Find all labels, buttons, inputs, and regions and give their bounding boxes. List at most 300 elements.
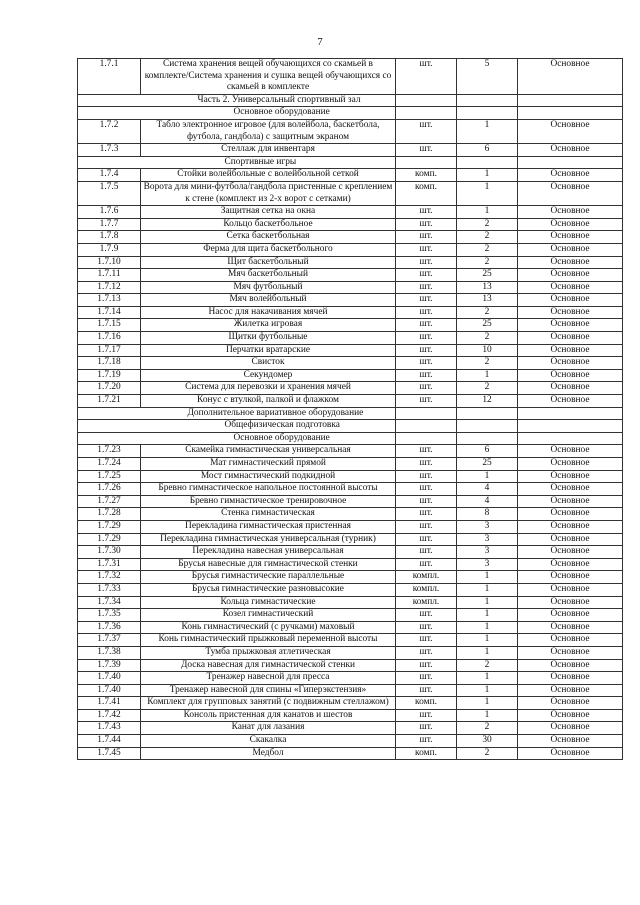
item-quantity-cell: 2 xyxy=(457,722,518,735)
empty-cell xyxy=(518,156,623,169)
item-unit-cell: шт. xyxy=(396,332,457,345)
table-row xyxy=(78,59,623,95)
item-type-cell: Основное xyxy=(518,369,623,382)
item-type-cell: Основное xyxy=(518,269,623,282)
item-quantity-cell: 1 xyxy=(457,181,518,205)
item-number-cell: 1.7.29 xyxy=(78,533,141,546)
item-number-cell: 1.7.26 xyxy=(78,483,141,496)
item-type-cell: Основное xyxy=(518,621,623,634)
item-name-cell: Мяч футбольный xyxy=(141,281,396,294)
item-unit-cell: шт. xyxy=(396,458,457,471)
item-number-cell: 1.7.44 xyxy=(78,735,141,748)
empty-cell xyxy=(518,407,623,420)
section-header-row xyxy=(78,156,623,169)
item-number-cell: 1.7.23 xyxy=(78,445,141,458)
item-type-cell: Основное xyxy=(518,483,623,496)
item-name-cell: Конус с втулкой, палкой и флажком xyxy=(141,395,396,408)
item-quantity-cell: 4 xyxy=(457,495,518,508)
item-name-cell: Сетка баскетбольная xyxy=(141,231,396,244)
table-row xyxy=(78,357,623,370)
item-type-cell: Основное xyxy=(518,709,623,722)
item-name-cell: Скакалка xyxy=(141,735,396,748)
item-quantity-cell: 12 xyxy=(457,395,518,408)
item-unit-cell: комп. xyxy=(396,697,457,710)
empty-cell xyxy=(518,432,623,445)
item-name-cell: Мат гимнастический прямой xyxy=(141,458,396,471)
item-unit-cell: комп. xyxy=(396,169,457,182)
item-number-cell: 1.7.5 xyxy=(78,181,141,205)
item-unit-cell: шт. xyxy=(396,533,457,546)
item-type-cell: Основное xyxy=(518,596,623,609)
item-name-cell: Стойки волейбольные с волейбольной сеткой xyxy=(141,169,396,182)
item-quantity-cell: 6 xyxy=(457,445,518,458)
item-unit-cell: шт. xyxy=(396,119,457,143)
table-row xyxy=(78,395,623,408)
item-name-cell: Брусья гимнастические параллельные xyxy=(141,571,396,584)
item-quantity-cell: 2 xyxy=(457,332,518,345)
item-quantity-cell: 3 xyxy=(457,533,518,546)
item-unit-cell: шт. xyxy=(396,294,457,307)
item-type-cell: Основное xyxy=(518,520,623,533)
item-quantity-cell: 1 xyxy=(457,672,518,685)
item-unit-cell: шт. xyxy=(396,520,457,533)
empty-cell xyxy=(396,107,457,120)
table-row xyxy=(78,558,623,571)
item-quantity-cell: 8 xyxy=(457,508,518,521)
item-name-cell: Щит баскетбольный xyxy=(141,256,396,269)
empty-cell xyxy=(518,94,623,107)
table-row xyxy=(78,571,623,584)
item-quantity-cell: 2 xyxy=(457,659,518,672)
table-row xyxy=(78,520,623,533)
item-unit-cell: компл. xyxy=(396,571,457,584)
item-unit-cell: шт. xyxy=(396,395,457,408)
item-quantity-cell: 25 xyxy=(457,458,518,471)
item-quantity-cell: 2 xyxy=(457,357,518,370)
item-name-cell: Мяч баскетбольный xyxy=(141,269,396,282)
item-number-cell: 1.7.4 xyxy=(78,169,141,182)
item-quantity-cell: 2 xyxy=(457,382,518,395)
item-number-cell: 1.7.14 xyxy=(78,306,141,319)
item-unit-cell: шт. xyxy=(396,231,457,244)
item-type-cell: Основное xyxy=(518,684,623,697)
table-row xyxy=(78,369,623,382)
item-name-cell: Секундомер xyxy=(141,369,396,382)
item-number-cell: 1.7.29 xyxy=(78,520,141,533)
item-unit-cell: шт. xyxy=(396,621,457,634)
item-unit-cell: шт. xyxy=(396,495,457,508)
table-row xyxy=(78,672,623,685)
item-type-cell: Основное xyxy=(518,256,623,269)
item-type-cell: Основное xyxy=(518,722,623,735)
table-row xyxy=(78,495,623,508)
item-type-cell: Основное xyxy=(518,697,623,710)
item-number-cell: 1.7.28 xyxy=(78,508,141,521)
table-row xyxy=(78,206,623,219)
item-type-cell: Основное xyxy=(518,59,623,95)
item-name-cell: Бревно гимнастическое напольное постоянной высоты xyxy=(141,483,396,496)
item-number-cell: 1.7.7 xyxy=(78,218,141,231)
item-quantity-cell: 2 xyxy=(457,256,518,269)
section-header-row xyxy=(78,94,623,107)
item-number-cell: 1.7.17 xyxy=(78,344,141,357)
item-quantity-cell: 1 xyxy=(457,697,518,710)
item-unit-cell: шт. xyxy=(396,281,457,294)
item-unit-cell: шт. xyxy=(396,672,457,685)
item-quantity-cell: 1 xyxy=(457,621,518,634)
table-row xyxy=(78,634,623,647)
item-unit-cell: компл. xyxy=(396,583,457,596)
section-header-row xyxy=(78,420,623,433)
table-row xyxy=(78,344,623,357)
table-row xyxy=(78,609,623,622)
empty-cell xyxy=(457,94,518,107)
item-unit-cell: шт. xyxy=(396,206,457,219)
item-type-cell: Основное xyxy=(518,747,623,760)
item-name-cell: Конь гимнастический прыжковый переменной высоты xyxy=(141,634,396,647)
table-row xyxy=(78,218,623,231)
table-row xyxy=(78,319,623,332)
item-number-cell: 1.7.45 xyxy=(78,747,141,760)
item-quantity-cell: 13 xyxy=(457,294,518,307)
table-row xyxy=(78,458,623,471)
empty-cell xyxy=(78,156,141,169)
item-unit-cell: шт. xyxy=(396,684,457,697)
item-type-cell: Основное xyxy=(518,231,623,244)
empty-cell xyxy=(78,94,141,107)
table-row xyxy=(78,483,623,496)
table-row xyxy=(78,144,623,157)
item-type-cell: Основное xyxy=(518,306,623,319)
item-unit-cell: шт. xyxy=(396,546,457,559)
item-type-cell: Основное xyxy=(518,395,623,408)
item-type-cell: Основное xyxy=(518,144,623,157)
item-type-cell: Основное xyxy=(518,344,623,357)
item-quantity-cell: 1 xyxy=(457,634,518,647)
empty-cell xyxy=(78,407,141,420)
item-name-cell: Тренажер навесной для пресса xyxy=(141,672,396,685)
item-quantity-cell: 1 xyxy=(457,709,518,722)
item-type-cell: Основное xyxy=(518,458,623,471)
item-quantity-cell: 30 xyxy=(457,735,518,748)
item-unit-cell: шт. xyxy=(396,218,457,231)
item-name-cell: Канат для лазания xyxy=(141,722,396,735)
table-row xyxy=(78,382,623,395)
empty-cell xyxy=(396,432,457,445)
item-type-cell: Основное xyxy=(518,646,623,659)
item-quantity-cell: 1 xyxy=(457,684,518,697)
item-name-cell: Табло электронное игровое (для волейбола, баскетбола, футбола, гандбола) с защитным экраном xyxy=(141,119,396,143)
table-row xyxy=(78,747,623,760)
item-type-cell: Основное xyxy=(518,281,623,294)
item-unit-cell: шт. xyxy=(396,306,457,319)
item-quantity-cell: 2 xyxy=(457,747,518,760)
empty-cell xyxy=(78,432,141,445)
empty-cell xyxy=(518,420,623,433)
item-unit-cell: шт. xyxy=(396,659,457,672)
item-quantity-cell: 3 xyxy=(457,546,518,559)
item-type-cell: Основное xyxy=(518,218,623,231)
item-unit-cell: шт. xyxy=(396,269,457,282)
item-type-cell: Основное xyxy=(518,294,623,307)
item-name-cell: Ферма для щита баскетбольного xyxy=(141,243,396,256)
table-row xyxy=(78,621,623,634)
item-name-cell: Бревно гимнастическое тренировочное xyxy=(141,495,396,508)
table-row xyxy=(78,533,623,546)
item-quantity-cell: 2 xyxy=(457,306,518,319)
table-row xyxy=(78,231,623,244)
item-name-cell: Перекладина гимнастическая пристенная xyxy=(141,520,396,533)
item-number-cell: 1.7.36 xyxy=(78,621,141,634)
item-number-cell: 1.7.31 xyxy=(78,558,141,571)
item-name-cell: Консоль пристенная для канатов и шестов xyxy=(141,709,396,722)
item-number-cell: 1.7.18 xyxy=(78,357,141,370)
item-number-cell: 1.7.3 xyxy=(78,144,141,157)
table-row xyxy=(78,332,623,345)
equipment-table-body xyxy=(78,59,623,760)
table-row xyxy=(78,269,623,282)
item-number-cell: 1.7.11 xyxy=(78,269,141,282)
item-quantity-cell: 2 xyxy=(457,218,518,231)
section-header-row xyxy=(78,432,623,445)
item-number-cell: 1.7.10 xyxy=(78,256,141,269)
item-unit-cell: шт. xyxy=(396,59,457,95)
item-unit-cell: шт. xyxy=(396,646,457,659)
item-name-cell: Жилетка игровая xyxy=(141,319,396,332)
item-type-cell: Основное xyxy=(518,558,623,571)
table-row xyxy=(78,646,623,659)
item-unit-cell: шт. xyxy=(396,256,457,269)
item-quantity-cell: 3 xyxy=(457,558,518,571)
item-quantity-cell: 1 xyxy=(457,369,518,382)
empty-cell xyxy=(78,420,141,433)
empty-cell xyxy=(518,107,623,120)
table-row xyxy=(78,583,623,596)
item-unit-cell: шт. xyxy=(396,243,457,256)
item-number-cell: 1.7.34 xyxy=(78,596,141,609)
item-quantity-cell: 1 xyxy=(457,119,518,143)
item-number-cell: 1.7.39 xyxy=(78,659,141,672)
item-unit-cell: шт. xyxy=(396,722,457,735)
item-name-cell: Перекладина навесная универсальная xyxy=(141,546,396,559)
item-quantity-cell: 1 xyxy=(457,596,518,609)
item-quantity-cell: 6 xyxy=(457,144,518,157)
item-name-cell: Щитки футбольные xyxy=(141,332,396,345)
item-name-cell: Стенка гимнастическая xyxy=(141,508,396,521)
item-number-cell: 1.7.35 xyxy=(78,609,141,622)
item-number-cell: 1.7.38 xyxy=(78,646,141,659)
item-type-cell: Основное xyxy=(518,181,623,205)
item-number-cell: 1.7.9 xyxy=(78,243,141,256)
item-type-cell: Основное xyxy=(518,533,623,546)
item-number-cell: 1.7.37 xyxy=(78,634,141,647)
item-type-cell: Основное xyxy=(518,634,623,647)
item-quantity-cell: 2 xyxy=(457,231,518,244)
item-quantity-cell: 1 xyxy=(457,583,518,596)
item-number-cell: 1.7.19 xyxy=(78,369,141,382)
item-number-cell: 1.7.32 xyxy=(78,571,141,584)
item-name-cell: Скамейка гимнастическая универсальная xyxy=(141,445,396,458)
item-unit-cell: шт. xyxy=(396,634,457,647)
item-quantity-cell: 10 xyxy=(457,344,518,357)
item-unit-cell: шт. xyxy=(396,357,457,370)
item-name-cell: Кольцо баскетбольное xyxy=(141,218,396,231)
item-type-cell: Основное xyxy=(518,659,623,672)
item-type-cell: Основное xyxy=(518,445,623,458)
item-quantity-cell: 3 xyxy=(457,520,518,533)
empty-cell xyxy=(396,156,457,169)
item-unit-cell: комп. xyxy=(396,181,457,205)
item-name-cell: Защитная сетка на окна xyxy=(141,206,396,219)
item-number-cell: 1.7.40 xyxy=(78,672,141,685)
table-row xyxy=(78,709,623,722)
item-number-cell: 1.7.6 xyxy=(78,206,141,219)
item-unit-cell: шт. xyxy=(396,382,457,395)
item-name-cell: Перчатки вратарские xyxy=(141,344,396,357)
item-type-cell: Основное xyxy=(518,243,623,256)
item-number-cell: 1.7.30 xyxy=(78,546,141,559)
item-type-cell: Основное xyxy=(518,571,623,584)
section-title: Дополнительное вариативное оборудование xyxy=(141,407,396,420)
empty-cell xyxy=(457,432,518,445)
item-name-cell: Мяч волейбольный xyxy=(141,294,396,307)
item-number-cell: 1.7.24 xyxy=(78,458,141,471)
item-quantity-cell: 25 xyxy=(457,269,518,282)
equipment-table xyxy=(77,58,623,760)
section-title: Часть 2. Универсальный спортивный зал xyxy=(141,94,396,107)
item-name-cell: Система для перевозки и хранения мячей xyxy=(141,382,396,395)
item-type-cell: Основное xyxy=(518,169,623,182)
item-quantity-cell: 1 xyxy=(457,470,518,483)
item-unit-cell: комп. xyxy=(396,747,457,760)
item-number-cell: 1.7.1 xyxy=(78,59,141,95)
item-unit-cell: шт. xyxy=(396,319,457,332)
item-quantity-cell: 25 xyxy=(457,319,518,332)
table-row xyxy=(78,722,623,735)
item-quantity-cell: 4 xyxy=(457,483,518,496)
item-unit-cell: шт. xyxy=(396,144,457,157)
item-type-cell: Основное xyxy=(518,672,623,685)
item-unit-cell: шт. xyxy=(396,735,457,748)
table-row xyxy=(78,169,623,182)
section-header-row xyxy=(78,107,623,120)
item-number-cell: 1.7.8 xyxy=(78,231,141,244)
item-number-cell: 1.7.42 xyxy=(78,709,141,722)
item-type-cell: Основное xyxy=(518,319,623,332)
table-row xyxy=(78,596,623,609)
table-row xyxy=(78,684,623,697)
section-title: Основное оборудование xyxy=(141,107,396,120)
table-row xyxy=(78,281,623,294)
item-number-cell: 1.7.20 xyxy=(78,382,141,395)
table-row xyxy=(78,256,623,269)
item-name-cell: Перекладина гимнастическая универсальная (турник) xyxy=(141,533,396,546)
table-row xyxy=(78,445,623,458)
item-quantity-cell: 13 xyxy=(457,281,518,294)
item-number-cell: 1.7.13 xyxy=(78,294,141,307)
section-header-row xyxy=(78,407,623,420)
table-row xyxy=(78,306,623,319)
item-name-cell: Свисток xyxy=(141,357,396,370)
item-unit-cell: шт. xyxy=(396,609,457,622)
table-row xyxy=(78,508,623,521)
item-name-cell: Комплект для групповых занятий (с подвижным стеллажом) xyxy=(141,697,396,710)
item-name-cell: Ворота для мини-футбола/гандбола пристенные с креплением к стене (комплект из 2-х ворот с сетками) xyxy=(141,181,396,205)
empty-cell xyxy=(457,420,518,433)
item-quantity-cell: 1 xyxy=(457,571,518,584)
item-number-cell: 1.7.40 xyxy=(78,684,141,697)
item-quantity-cell: 1 xyxy=(457,169,518,182)
item-quantity-cell: 1 xyxy=(457,609,518,622)
item-name-cell: Насос для накачивания мячей xyxy=(141,306,396,319)
item-unit-cell: шт. xyxy=(396,369,457,382)
section-title: Общефизическая подготовка xyxy=(141,420,396,433)
item-number-cell: 1.7.21 xyxy=(78,395,141,408)
item-unit-cell: шт. xyxy=(396,470,457,483)
item-name-cell: Кольца гимнастические xyxy=(141,596,396,609)
table-row xyxy=(78,470,623,483)
item-quantity-cell: 1 xyxy=(457,206,518,219)
item-name-cell: Брусья гимнастические разновысокие xyxy=(141,583,396,596)
item-type-cell: Основное xyxy=(518,470,623,483)
table-row xyxy=(78,546,623,559)
item-name-cell: Тренажер навесной для спины «Гиперэкстензия» xyxy=(141,684,396,697)
item-type-cell: Основное xyxy=(518,206,623,219)
item-number-cell: 1.7.2 xyxy=(78,119,141,143)
item-number-cell: 1.7.43 xyxy=(78,722,141,735)
section-title: Основное оборудование xyxy=(141,432,396,445)
empty-cell xyxy=(78,107,141,120)
item-name-cell: Мост гимнастический подкидной xyxy=(141,470,396,483)
item-number-cell: 1.7.12 xyxy=(78,281,141,294)
empty-cell xyxy=(457,407,518,420)
item-quantity-cell: 5 xyxy=(457,59,518,95)
section-title: Спортивные игры xyxy=(141,156,396,169)
item-name-cell: Конь гимнастический (с ручками) маховый xyxy=(141,621,396,634)
item-name-cell: Система хранения вещей обучающихся со скамьей в комплекте/Система хранения и сушка вещей обучающихся со скамьей в комплекте xyxy=(141,59,396,95)
item-number-cell: 1.7.27 xyxy=(78,495,141,508)
item-unit-cell: шт. xyxy=(396,709,457,722)
item-quantity-cell: 2 xyxy=(457,243,518,256)
item-type-cell: Основное xyxy=(518,609,623,622)
item-unit-cell: шт. xyxy=(396,445,457,458)
item-unit-cell: шт. xyxy=(396,508,457,521)
item-number-cell: 1.7.41 xyxy=(78,697,141,710)
item-type-cell: Основное xyxy=(518,495,623,508)
item-unit-cell: шт. xyxy=(396,344,457,357)
table-row xyxy=(78,243,623,256)
page-number: 7 xyxy=(317,36,323,48)
item-name-cell: Медбол xyxy=(141,747,396,760)
item-name-cell: Брусья навесные для гимнастической стенки xyxy=(141,558,396,571)
item-type-cell: Основное xyxy=(518,119,623,143)
table-row xyxy=(78,659,623,672)
table-row xyxy=(78,181,623,205)
empty-cell xyxy=(396,407,457,420)
item-name-cell: Тумба прыжковая атлетическая xyxy=(141,646,396,659)
item-name-cell: Козел гимнастический xyxy=(141,609,396,622)
table-row xyxy=(78,697,623,710)
item-name-cell: Стеллаж для инвентаря xyxy=(141,144,396,157)
table-row xyxy=(78,119,623,143)
empty-cell xyxy=(396,420,457,433)
item-unit-cell: шт. xyxy=(396,483,457,496)
item-number-cell: 1.7.16 xyxy=(78,332,141,345)
item-unit-cell: шт. xyxy=(396,558,457,571)
item-number-cell: 1.7.33 xyxy=(78,583,141,596)
item-type-cell: Основное xyxy=(518,508,623,521)
item-unit-cell: компл. xyxy=(396,596,457,609)
